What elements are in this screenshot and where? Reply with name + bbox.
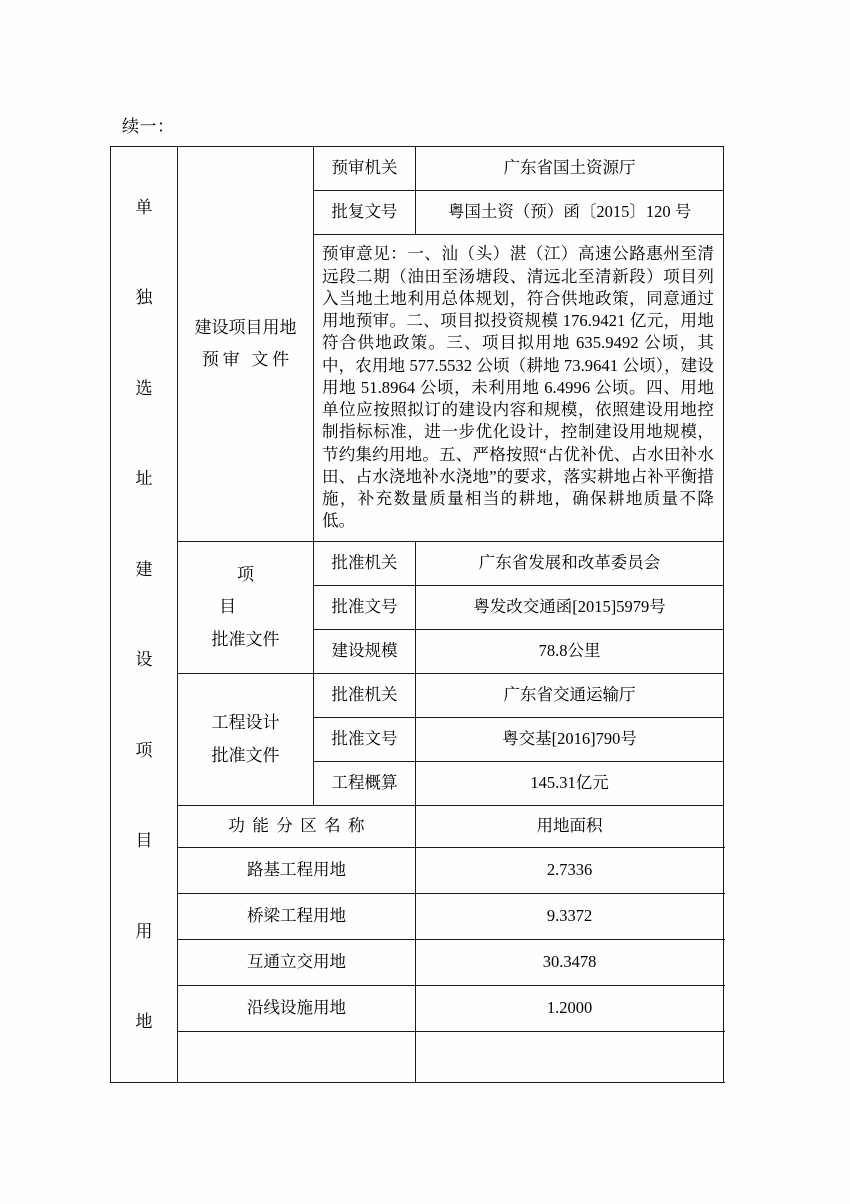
engineering-design-row-value: 粤交基[2016]790号	[416, 718, 724, 762]
project-approval-row-key: 建设规模	[314, 630, 416, 674]
engineering-design-row-key: 批准文号	[314, 718, 416, 762]
function-zone-area: 30.3478	[416, 940, 724, 986]
project-approval-label-line1: 项 目	[219, 565, 290, 617]
engineering-design-row-key: 批准机关	[314, 674, 416, 718]
land-use-table	[110, 146, 724, 1083]
vertical-heading-char: 项	[135, 740, 153, 760]
engineering-design-row-value: 145.31亿元	[416, 762, 724, 806]
engineering-design-label-line2: 批准文件	[211, 745, 280, 765]
function-zone-name: 互通立交用地	[178, 940, 416, 986]
function-zone-header-name: 功能分区名称	[178, 806, 416, 848]
function-zone-name: 沿线设施用地	[178, 986, 416, 1032]
function-zone-name: 桥梁工程用地	[178, 894, 416, 940]
table-row	[111, 542, 724, 586]
engineering-design-label-line1: 工程设计	[211, 713, 280, 733]
function-zone-header-area: 用地面积	[416, 806, 724, 848]
engineering-design-row-value: 广东省交通运输厅	[416, 674, 724, 718]
project-approval-section-label	[178, 542, 314, 674]
vertical-heading-char: 建	[135, 559, 153, 579]
vertical-heading-char: 地	[135, 1012, 153, 1032]
table-row	[111, 894, 724, 940]
table-row	[111, 940, 724, 986]
preapproval-label-line2: 预审 文件	[201, 350, 293, 369]
function-zone-name: 路基工程用地	[178, 848, 416, 894]
project-approval-row-value: 粤发改交通函[2015]5979号	[416, 586, 724, 630]
vertical-heading-cell	[111, 147, 178, 1083]
main-table-wrapper	[110, 146, 723, 1063]
table-row	[111, 1032, 724, 1083]
function-zone-area: 2.7336	[416, 848, 724, 894]
project-approval-row-value: 78.8公里	[416, 630, 724, 674]
continuation-label: 续一：	[122, 117, 175, 136]
function-zone-area: 1.2000	[416, 986, 724, 1032]
vertical-heading-char: 目	[135, 831, 153, 851]
project-approval-label-line2: 批准文件	[211, 629, 280, 649]
table-row	[111, 147, 724, 191]
vertical-heading-char: 选	[135, 378, 153, 398]
vertical-heading-char: 独	[135, 288, 153, 308]
preapproval-row-value: 广东省国土资源厅	[416, 147, 724, 191]
preapproval-row-key: 批复文号	[314, 191, 416, 235]
table-row	[111, 848, 724, 894]
vertical-heading-char: 用	[135, 921, 153, 941]
vertical-heading-char: 单	[135, 197, 153, 217]
vertical-heading-char: 址	[135, 469, 153, 489]
table-row	[111, 986, 724, 1032]
preapproval-row-key: 预审机关	[314, 147, 416, 191]
preapproval-row-value: 粤国土资（预）函〔2015〕120 号	[416, 191, 724, 235]
vertical-heading-char: 设	[135, 650, 153, 670]
engineering-design-row-key: 工程概算	[314, 762, 416, 806]
project-approval-row-value: 广东省发展和改革委员会	[416, 542, 724, 586]
vertical-heading-stack	[111, 162, 177, 1067]
function-zone-area	[416, 1032, 724, 1083]
function-zone-name	[178, 1032, 416, 1083]
project-approval-row-key: 批准机关	[314, 542, 416, 586]
table-row	[111, 674, 724, 718]
function-zone-area: 9.3372	[416, 894, 724, 940]
preapproval-section-label	[178, 147, 314, 542]
preapproval-label-line1: 建设项目用地	[194, 317, 297, 337]
preapproval-opinion-text: 预审意见：一、汕（头）湛（江）高速公路惠州至清远段二期（油田至汤塘段、清远北至清新段）项目列入当地土地利用总体规划，符合供地政策，同意通过用地预审。二、项目拟投资规模 176.9421 亿元，用地符合供地政策。三、项目拟用地 635.9492 公顷，其中，农用地 577.5532 公顷（耕地 73.9641 公顷），建设用地 51.8964 公顷，未利用地 6.4996 公顷。四、用地单位应按照拟订的建设内容和规模，依照建设用地控制指标标准，进一步优化设计，控制建设用地规模，节约集约用地。五、严格按照“占优补优、占水田补水田、占水浇地补水浇地”的要求，落实耕地占补平衡措施，补充数量质量相当的耕地，确保耕地质量不降低。	[314, 235, 724, 542]
engineering-design-section-label	[178, 674, 314, 806]
table-row	[111, 806, 724, 848]
project-approval-row-key: 批准文号	[314, 586, 416, 630]
